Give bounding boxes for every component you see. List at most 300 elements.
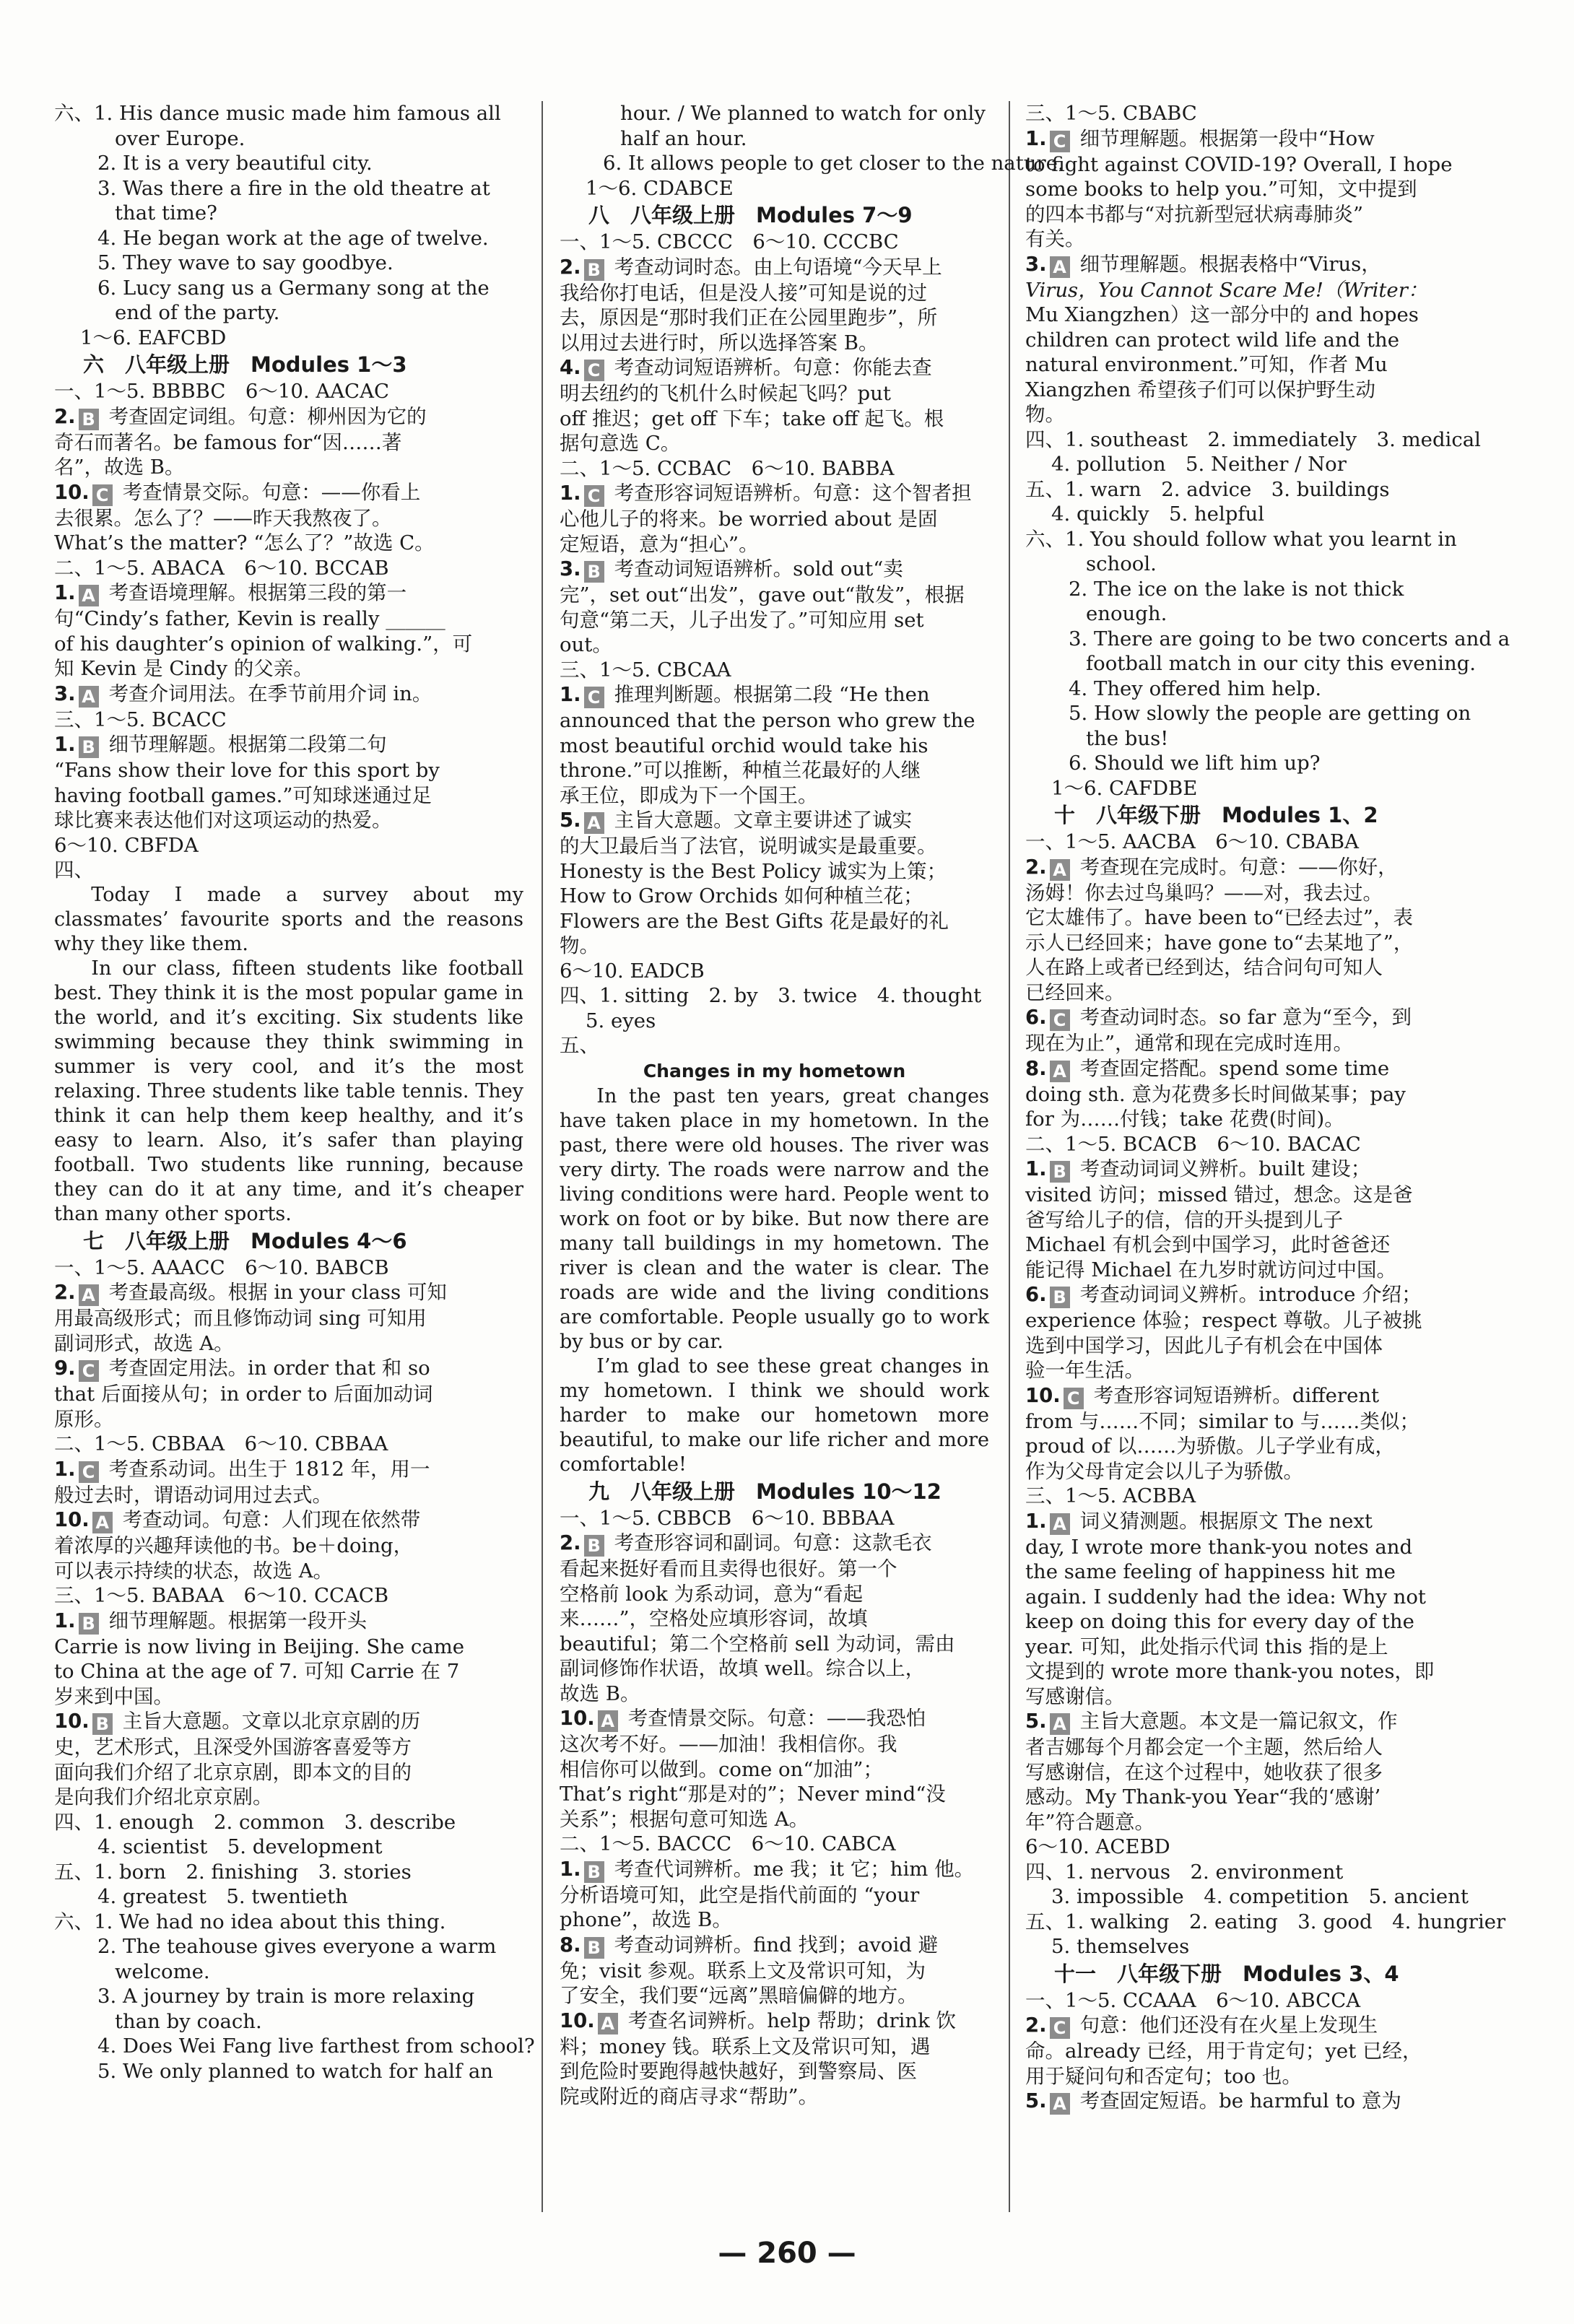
line-text: 空格前 look 为系动词，意为“看起 — [560, 1582, 864, 1606]
answer-badge: C — [1050, 131, 1070, 152]
line-text: 主旨大意题。文章主要讲述了诚实 — [614, 809, 913, 832]
question-number: 1. — [560, 683, 581, 706]
answer-line — [54, 632, 523, 657]
line-text: 能记得 Michael 在九岁时就访问过中国。 — [1025, 1258, 1397, 1281]
line-text: 示人已经回来；have gone to“去某地了”， — [1025, 931, 1414, 954]
answer-line — [1025, 776, 1458, 801]
answer-line — [1025, 1082, 1458, 1107]
answer-badge: C — [584, 687, 604, 708]
line-text: 五、1. warn 2. advice 3. buildings — [1025, 477, 1390, 501]
line-text: 物。 — [560, 934, 599, 957]
answer-line — [560, 1557, 989, 1582]
explanation-line — [560, 1857, 989, 1883]
line-text: from 与……不同；similar to 与……类似； — [1025, 1409, 1419, 1433]
explanation-line — [560, 481, 989, 507]
answer-line — [1025, 1333, 1458, 1359]
explanation-line — [560, 1706, 989, 1732]
answer-line — [54, 783, 523, 809]
answer-badge: B — [1050, 1161, 1070, 1183]
answer-badge: A — [79, 585, 99, 606]
line-text: 据句意选 C。 — [560, 432, 681, 455]
explanation-line — [1025, 252, 1458, 278]
line-text: 我给你打电话，但是没人接”可知是说的过 — [560, 281, 928, 305]
line-text: 着浓厚的兴趣拜读他的书。be＋doing， — [54, 1534, 414, 1557]
answer-line — [1025, 1409, 1458, 1435]
answer-line — [1025, 552, 1458, 577]
essay-text — [54, 883, 523, 1227]
explanation-line — [1025, 126, 1458, 152]
question-number: 10. — [1025, 1383, 1061, 1407]
line-text: 考查形容词短语辨析。句意：这个智者担 — [614, 482, 972, 505]
line-text: 6. Lucy sang us a Germany song at the — [97, 276, 490, 300]
answer-line — [1025, 1434, 1458, 1459]
answer-line — [560, 1606, 989, 1632]
line-text: 4. scientist 5. development — [97, 1835, 383, 1858]
answer-line — [560, 909, 989, 934]
line-text: over Europe. — [115, 126, 245, 150]
answer-line — [1025, 1031, 1458, 1056]
answer-line — [1025, 1684, 1458, 1710]
line-text: 关系”；根据句意可知选 A。 — [560, 1807, 809, 1831]
page-number: — 260 — — [718, 2237, 856, 2270]
line-text: 来……”，空格处应填形容词，故填 — [560, 1607, 868, 1630]
line-text: 细节理解题。根据第一段开头 — [108, 1609, 368, 1632]
question-number: 1. — [560, 482, 581, 505]
explanation-line — [1025, 1005, 1458, 1031]
answer-line — [54, 1407, 523, 1432]
answer-line — [560, 1907, 989, 1933]
answer-column-1 — [54, 101, 535, 2084]
answer-line — [1025, 955, 1458, 980]
answer-line — [1025, 577, 1458, 602]
question-number: 2. — [560, 1531, 581, 1554]
line-text: 汤姆！你去过鸟巢吗？——对，我去过。 — [1025, 881, 1383, 905]
answer-line — [560, 1582, 989, 1607]
line-text: 副词修饰作状语，故填 well。综合以上， — [560, 1657, 926, 1680]
answer-badge: B — [584, 1861, 604, 1883]
answer-line — [54, 858, 523, 883]
question-number: 1. — [1025, 1157, 1047, 1180]
answer-line — [1025, 601, 1458, 627]
line-text: 3. impossible 4. competition 5. ancient — [1051, 1885, 1469, 1908]
answer-line — [1025, 101, 1458, 126]
explanation-line — [54, 732, 523, 758]
line-text: 考查语境理解。根据第三段的第一 — [108, 581, 407, 604]
line-text: Michael 有机会到中国学习，此时爸爸还 — [1025, 1233, 1391, 1256]
line-text: 有关。 — [1025, 227, 1085, 251]
line-text: 四、1. nervous 2. environment — [1025, 1860, 1344, 1884]
answer-line — [1025, 1232, 1458, 1258]
line-text: 写感谢信。 — [1025, 1684, 1125, 1708]
line-text: 五、1. born 2. finishing 3. stories — [54, 1860, 412, 1884]
answer-column-3 — [1025, 101, 1510, 2115]
answer-line — [1025, 627, 1510, 652]
explanation-line — [560, 2009, 989, 2034]
answer-line — [54, 556, 523, 581]
line-text: 知 Kevin 是 Cindy 的父亲。 — [54, 657, 313, 680]
line-text: throne.”可以推断，种植兰花最好的人继 — [560, 759, 921, 782]
answer-badge: C — [1050, 2017, 1070, 2039]
line-text: That’s right“那是对的”；Never mind“没 — [560, 1783, 946, 1806]
answer-line — [560, 734, 989, 759]
answer-line — [54, 1760, 523, 1785]
essay-paragraph: In our class, fifteen students like football best. They think it is the most popular game in the world, and it’s exciting. Six students like swimming because they think swimming in summer is very cool, and it’s the most relaxing. Three students like table tennis. They think it can help them keep healthy, and it’s easy to learn. Also, it’s safer than playing football. Two students like running, because they can do it at any time, and it’s cheaper than many other sports. — [54, 957, 523, 1225]
answer-line — [560, 305, 989, 331]
line-text: 它太雄伟了。have been to“已经去过”，表 — [1025, 906, 1413, 929]
question-number: 2. — [1025, 855, 1047, 879]
answer-line — [54, 1910, 523, 1935]
answer-line — [1025, 651, 1477, 676]
answer-line — [560, 608, 989, 633]
line-text: 的大卫最后当了法官，说明诚实是最重要。 — [560, 835, 937, 858]
answer-badge: A — [584, 812, 604, 834]
answer-line — [1025, 202, 1458, 227]
answer-line — [54, 708, 523, 733]
line-text: 考查动词短语辨析。句意：你能去查 — [614, 356, 932, 379]
section-heading: 十 八年级下册 Modules 1、2 — [1054, 803, 1378, 827]
line-text: 考查动词辨析。find 找到；avoid 避 — [614, 1933, 939, 1957]
line-text: 5. They wave to say goodbye. — [97, 251, 394, 274]
line-text: 四、1. enough 2. common 3. describe — [54, 1810, 456, 1834]
answer-line — [1025, 1358, 1458, 1383]
answer-badge: B — [79, 1613, 99, 1635]
explanation-line — [560, 682, 989, 708]
answer-line — [54, 808, 523, 833]
answer-line — [560, 758, 989, 783]
question-number: 2. — [54, 404, 76, 428]
line-text: enough. — [1086, 602, 1168, 625]
answer-line — [560, 1959, 989, 1984]
answer-line — [560, 406, 989, 432]
answer-line — [560, 983, 989, 1009]
answer-line — [54, 226, 523, 251]
answer-line — [54, 506, 523, 531]
line-text: 以用过去进行时，所以选择答案 B。 — [560, 331, 879, 354]
line-text: 用于疑问句和否定句；too 也。 — [1025, 2064, 1302, 2088]
line-text: 4. He began work at the age of twelve. — [97, 226, 489, 250]
answer-line — [54, 1959, 523, 1985]
answer-line — [1025, 1810, 1458, 1835]
answer-line — [1025, 931, 1458, 956]
answer-badge: C — [92, 484, 113, 506]
line-text: experience 体验；respect 尊敬。儿子被挑 — [1025, 1309, 1422, 1332]
question-number: 1. — [1025, 1509, 1047, 1533]
answer-line — [1025, 1934, 1458, 1959]
line-text: 已经回来。 — [1025, 980, 1125, 1004]
question-number: 8. — [1025, 1056, 1047, 1080]
answer-line — [54, 2034, 535, 2059]
line-text: 考查形容词和副词。句意：这款毛衣 — [614, 1531, 932, 1554]
line-text: What’s the matter? “怎么了？”故选 C。 — [54, 531, 435, 554]
line-text: 二、1～5. CCBAC 6～10. BABBA — [560, 456, 895, 480]
question-number: 9. — [54, 1357, 76, 1380]
answer-line — [1025, 980, 1458, 1006]
question-number: 1. — [54, 581, 76, 604]
line-text: 免；visit 参观。联系上文及常识可知，为 — [560, 1959, 926, 1983]
explanation-line — [1025, 1282, 1458, 1308]
answer-line — [560, 1009, 989, 1034]
answer-line — [1025, 402, 1458, 427]
explanation-line — [560, 1933, 989, 1959]
answer-badge: C — [584, 360, 604, 381]
explanation-line — [1025, 2013, 1458, 2039]
line-text: off 推迟；get off 下车；take off 起飞。根 — [560, 406, 944, 430]
answer-line — [560, 176, 989, 201]
explanation-line — [54, 1609, 523, 1635]
column-divider-left — [542, 101, 543, 2212]
question-number: 8. — [560, 1933, 581, 1957]
answer-line — [1025, 1988, 1458, 2014]
line-text: 年”符合题意。 — [1025, 1810, 1155, 1834]
line-text: 4. They offered him help. — [1069, 676, 1322, 700]
line-text: 一、1～5. CBCCC 6～10. CCCBC — [560, 230, 899, 253]
answer-badge: B — [584, 259, 604, 281]
answer-badge: B — [584, 1535, 604, 1557]
line-text: keep on doing this for every day of the — [1025, 1610, 1414, 1633]
explanation-line — [1025, 2089, 1458, 2115]
line-text: 副词形式，故选 A。 — [54, 1331, 234, 1355]
answer-line — [54, 455, 523, 480]
explanation-line — [54, 1457, 523, 1483]
answer-line — [560, 1757, 989, 1783]
explanation-line — [1025, 1509, 1458, 1535]
line-text: 5. eyes — [586, 1009, 656, 1032]
answer-line — [54, 1860, 523, 1885]
line-text: that 后面接从句；in order to 后面加动词 — [54, 1383, 433, 1406]
answer-line — [1025, 1785, 1458, 1810]
answer-line — [560, 331, 989, 356]
line-text: again. I suddenly had the idea: Why not — [1025, 1585, 1426, 1609]
answer-line — [1025, 1659, 1458, 1684]
line-text: 3. A journey by train is more relaxing — [97, 1985, 475, 2008]
line-text: 考查现在完成时。句意：——你好， — [1079, 855, 1398, 879]
answer-line — [560, 1983, 989, 2009]
line-text: 原形。 — [54, 1407, 114, 1431]
answer-line — [560, 1656, 989, 1681]
explanation-line — [560, 255, 989, 281]
line-text: football match in our city this evening. — [1086, 652, 1477, 675]
answer-line — [54, 251, 523, 276]
line-text: 感动。My Thank-you Year“我的‘感谢’ — [1025, 1785, 1381, 1809]
line-text: 二、1～5. BCACB 6～10. BACAC — [1025, 1132, 1361, 1156]
essay-title: Changes in my hometown — [643, 1060, 906, 1082]
explanation-line — [1025, 1056, 1458, 1082]
answer-line — [54, 430, 523, 456]
explanation-line — [1025, 1383, 1458, 1409]
answer-badge: A — [1050, 1713, 1070, 1735]
line-text: 5. themselves — [1051, 1935, 1190, 1958]
line-text: 五、1. walking 2. eating 3. good 4. hungrier — [1025, 1910, 1506, 1933]
answer-line — [1025, 1884, 1469, 1910]
line-text: 故选 B。 — [560, 1681, 640, 1705]
line-text: 四、 — [54, 858, 94, 882]
answer-line — [560, 1632, 989, 1657]
line-text: 词义猜测题。根据原文 The next — [1079, 1509, 1373, 1533]
line-text: school. — [1086, 552, 1157, 575]
explanation-line — [54, 404, 523, 430]
line-text: most beautiful orchid would take his — [560, 734, 929, 757]
explanation-line — [54, 580, 523, 606]
line-text: 般过去时，谓语动词用过去式。 — [54, 1483, 332, 1507]
line-text: 细节理解题。根据表格中“Virus， — [1079, 252, 1381, 276]
question-number: 5. — [1025, 1710, 1047, 1733]
line-text: 一、1～5. AACBA 6～10. CBABA — [1025, 830, 1359, 853]
line-text: 考查情景交际。句意：——你看上 — [122, 480, 421, 504]
line-text: 是向我们介绍北京京剧。 — [54, 1785, 273, 1809]
line-text: Virus，You Cannot Scare Me!（Writer： — [1025, 278, 1428, 302]
answer-badge: B — [1050, 1287, 1070, 1308]
line-text: 5. How slowly the people are getting on — [1069, 702, 1471, 725]
line-text: Xiangzhen 希望孩子们可以保护野生动 — [1025, 378, 1376, 401]
answer-line — [560, 1807, 989, 1832]
line-text: 到危险时要跑得越快越好，到警察局、医 — [560, 2060, 917, 2083]
question-number: 3. — [1025, 252, 1047, 276]
line-text: Honesty is the Best Policy 诚实为上策； — [560, 859, 947, 883]
answer-badge: A — [1050, 859, 1070, 881]
line-text: 看起来挺好看而且卖得也很好。第一个 — [560, 1557, 897, 1580]
line-text: children can protect wild life and the — [1025, 328, 1400, 352]
line-text: half an hour. — [620, 126, 747, 150]
line-text: the same feeling of happiness hit me — [1025, 1560, 1396, 1583]
line-text: 去很累。怎么了？——昨天我熬夜了。 — [54, 506, 392, 530]
answer-line — [54, 126, 523, 152]
question-number: 5. — [560, 809, 581, 832]
essay-paragraph: Today I made a survey about my classmates’ favourite sports and the reasons why they like them. — [54, 883, 523, 955]
answer-line — [54, 2009, 523, 2034]
question-number: 1. — [54, 1609, 76, 1632]
answer-line — [54, 1306, 523, 1331]
line-text: 命。already 已经，用于肯定句；yet 已经， — [1025, 2040, 1422, 2063]
answer-line — [54, 606, 523, 632]
line-text: 1～6. CDABCE — [586, 176, 734, 200]
line-text: 相信你可以做到。come on“加油”； — [560, 1757, 883, 1781]
answer-badge: A — [598, 2013, 618, 2034]
line-text: 2. The ice on the lake is not thick — [1069, 577, 1404, 601]
line-text: 考查形容词短语辨析。different — [1093, 1383, 1380, 1407]
line-text: 史，艺术形式，且深受外国游客喜爱等方 — [54, 1736, 412, 1759]
answer-line — [560, 431, 989, 456]
line-text: day, I wrote more thank-you notes and — [1025, 1535, 1413, 1559]
line-text: 考查介词用法。在季节前用介词 in。 — [108, 682, 432, 705]
line-text: 考查动词时态。由上句语境“今天早上 — [614, 255, 942, 279]
line-text: 考查代词辨析。me 我；it 它；him 他。 — [614, 1857, 975, 1881]
answer-line — [1025, 726, 1458, 752]
line-text: 四、1. sitting 2. by 3. twice 4. thought — [560, 984, 982, 1007]
answer-line — [560, 658, 989, 683]
question-number: 1. — [54, 1457, 76, 1481]
line-text: 6～10. CBFDA — [54, 833, 199, 857]
answer-badge: A — [1050, 1061, 1070, 1082]
answer-badge: A — [1050, 256, 1070, 278]
question-number: 6. — [1025, 1283, 1047, 1306]
answer-line — [54, 1659, 523, 1684]
line-text: 考查固定词组。句意：柳州因为它的 — [108, 404, 427, 428]
line-text: 院或附近的商店寻求“帮助”。 — [560, 2084, 819, 2108]
answer-line — [560, 230, 989, 255]
line-text: 名”，故选 B。 — [54, 456, 185, 479]
answer-line — [54, 300, 523, 326]
line-text: 三、1～5. ACBBA — [1025, 1484, 1196, 1507]
answer-badge: A — [1050, 1513, 1070, 1535]
answer-line — [54, 758, 523, 783]
line-text: 考查最高级。根据 in your class 可知 — [108, 1281, 447, 1304]
line-text: 4. Does Wei Fang live farthest from school? — [97, 2034, 535, 2058]
answer-line — [560, 1782, 989, 1807]
line-text: Flowers are the Best Gifts 花是最好的礼 — [560, 909, 949, 933]
answer-line — [1025, 227, 1458, 252]
line-text: 1～6. CAFDBE — [1051, 776, 1198, 800]
answer-line — [54, 1533, 523, 1559]
line-text: 主旨大意题。文章以北京京剧的历 — [122, 1710, 421, 1733]
line-text: 细节理解题。根据第二段第二句 — [108, 733, 387, 756]
answer-line — [54, 1483, 523, 1508]
answer-line — [54, 1331, 523, 1357]
line-text: 句“Cindy’s father, Kevin is really ______ — [54, 607, 445, 630]
answer-line — [1025, 328, 1458, 353]
line-text: 的四本书都与“对抗新型冠状病毒肺炎” — [1025, 202, 1364, 226]
answer-badge: A — [598, 1710, 618, 1732]
answer-line — [560, 583, 989, 608]
line-text: 考查系动词。出生于 1812 年，用一 — [108, 1457, 430, 1481]
question-number: 2. — [560, 255, 581, 279]
answer-line — [1025, 1132, 1458, 1157]
line-text: 6～10. EADCB — [560, 959, 705, 983]
line-text: 1～6. EAFCBD — [80, 326, 227, 349]
line-text: 6. It allows people to get closer to the nature. — [603, 152, 1064, 175]
answer-line — [54, 379, 523, 404]
line-text: 三、1～5. BCACC — [54, 708, 227, 731]
answer-line — [54, 151, 523, 176]
explanation-line — [560, 557, 989, 583]
answer-line — [54, 531, 523, 556]
answer-line — [560, 456, 989, 482]
line-text: 考查动词时态。so far 意为“至今，到 — [1079, 1006, 1412, 1029]
line-text: 考查动词词义辨析。built 建设； — [1079, 1157, 1371, 1180]
answer-badge: C — [584, 485, 604, 507]
answer-badge: C — [1050, 1009, 1070, 1031]
answer-line — [1025, 303, 1458, 328]
explanation-line — [54, 1709, 523, 1735]
answer-line — [1025, 1860, 1458, 1885]
answer-line — [560, 632, 989, 658]
line-text: 面向我们介绍了北京京剧，即本文的目的 — [54, 1760, 412, 1784]
answer-line — [54, 1810, 523, 1835]
line-text: some books to help you.”可知，文中提到 — [1025, 178, 1417, 201]
answer-badge: B — [584, 1937, 604, 1959]
line-text: out。 — [560, 633, 612, 656]
line-text: 3. Was there a fire in the old theatre at — [97, 176, 490, 200]
line-text: 分析语境可知，此空是指代前面的 “your — [560, 1883, 920, 1907]
answer-line — [54, 1382, 523, 1407]
question-number: 4. — [560, 356, 581, 379]
answer-line — [54, 1735, 523, 1760]
line-text: of his daughter’s opinion of walking.”，可 — [54, 632, 473, 656]
line-text: for 为……付钱；take 花费(时间)。 — [1025, 1107, 1344, 1131]
answer-line — [560, 1506, 989, 1531]
line-text: 一、1～5. AAACC 6～10. BABCB — [54, 1255, 389, 1279]
line-text: 现在为止”，通常和现在完成时连用。 — [1025, 1032, 1354, 1055]
answer-line — [1025, 352, 1458, 378]
essay-text — [560, 1084, 989, 1477]
answer-line — [54, 1785, 523, 1810]
answer-line — [1025, 477, 1458, 502]
line-text: 细节理解题。根据第一段中“How — [1079, 126, 1375, 150]
answer-line — [1025, 701, 1471, 726]
line-text: 6. Should we lift him up? — [1069, 752, 1321, 775]
line-text: 考查动词词义辨析。introduce 介绍； — [1079, 1283, 1422, 1306]
answer-line — [1025, 1760, 1458, 1785]
answer-line — [1025, 1107, 1458, 1132]
